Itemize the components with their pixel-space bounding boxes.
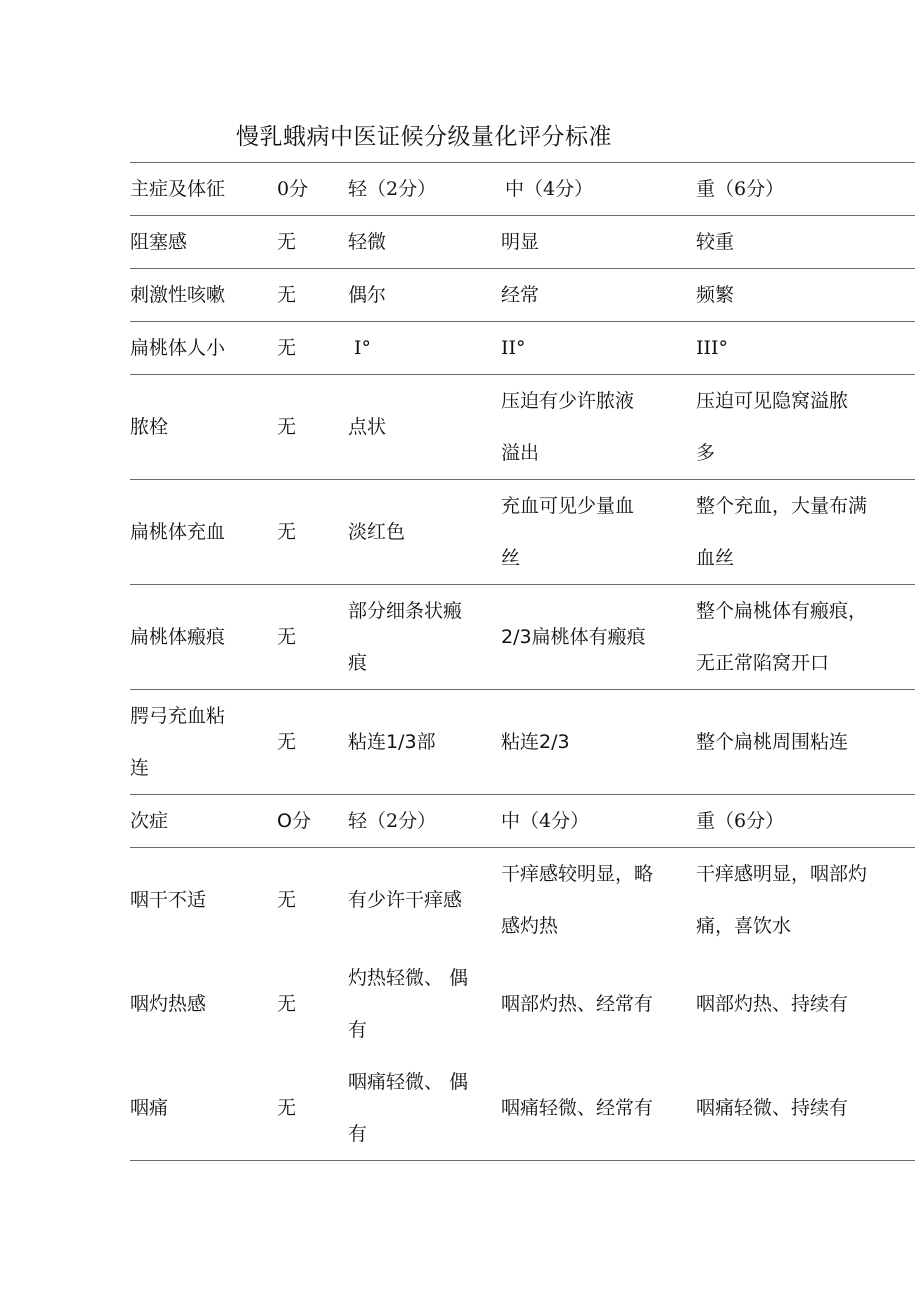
table-cell: II° (501, 337, 526, 359)
table-cell: 2/3扁桃体有瘢痕 (501, 626, 646, 648)
table-cell: 充血可见少量血 丝 (501, 495, 635, 569)
table-cell: 扁桃体人小 (130, 337, 226, 359)
table-row (130, 321, 915, 374)
table-cell: 整个充血，大量布满 血丝 (696, 495, 868, 569)
table-cell: 压迫有少许脓液 溢出 (501, 390, 635, 464)
scoring-table (130, 162, 915, 1161)
table-cell: 无 (277, 416, 297, 438)
table-cell: 无 (277, 1097, 297, 1119)
table-cell: 无 (277, 889, 297, 911)
header-cell: O分 (277, 810, 311, 832)
table-cell: I° (354, 337, 372, 359)
table-cell: 无 (277, 284, 297, 306)
header-cell: 重（6分） (696, 178, 785, 200)
table-cell: 点状 (348, 416, 387, 438)
table-cell: 粘连2/3 (501, 731, 570, 753)
table-cell: 咽部灼热、持续有 (696, 993, 849, 1015)
header-cell: 轻（2分） (348, 178, 437, 200)
secondary-header-row (130, 794, 915, 847)
table-row (130, 584, 915, 689)
table-cell: 无 (277, 731, 297, 753)
header-cell: 0分 (277, 178, 309, 200)
table-cell: 咽痛轻微、经常有 (501, 1097, 654, 1119)
table-cell: 咽干不适 (130, 889, 207, 911)
page-title: 慢乳蛾病中医证候分级量化评分标准 (236, 124, 612, 150)
table-cell: 明显 (501, 231, 540, 253)
table-cell: 咽部灼热、经常有 (501, 993, 654, 1015)
table-row (130, 215, 915, 268)
table-row (130, 952, 915, 1056)
table-cell: 有少许干痒感 (348, 889, 463, 911)
table-cell: 部分细条状瘢 痕 (348, 600, 463, 674)
header-cell: 中（4分） (501, 810, 590, 832)
header-cell: 重（6分） (696, 810, 785, 832)
table-cell: 扁桃体瘢痕 (130, 626, 226, 648)
table-cell: 扁桃体充血 (130, 521, 226, 543)
table-cell: 腭弓充血粘 连 (130, 705, 226, 779)
table-cell: 脓栓 (130, 416, 169, 438)
table-cell: 咽灼热感 (130, 993, 207, 1015)
table-header-row (130, 162, 915, 215)
header-cell: 主症及体征 (130, 178, 226, 200)
table-row (130, 374, 915, 479)
table-cell: 整个扁桃周围粘连 (696, 731, 849, 753)
table-row (130, 268, 915, 321)
table-cell: 无 (277, 626, 297, 648)
table-cell: 刺激性咳嗽 (130, 284, 226, 306)
table-cell: 咽痛 (130, 1097, 169, 1119)
table-cell: III° (696, 337, 729, 359)
header-cell: 中（4分） (505, 178, 594, 200)
table-cell: 无 (277, 521, 297, 543)
header-cell: 轻（2分） (348, 810, 437, 832)
table-row (130, 689, 915, 794)
header-cell: 次症 (130, 810, 169, 832)
table-cell: 灼热轻微、 偶 有 (348, 967, 469, 1041)
table-cell: 咽痛轻微、持续有 (696, 1097, 849, 1119)
table-cell: 较重 (696, 231, 735, 253)
table-cell: 整个扁桃体有瘢痕， 无正常陷窝开口 (696, 600, 868, 674)
table-cell: 干痒感较明显，略 感灼热 (501, 863, 654, 937)
table-cell: 无 (277, 231, 297, 253)
table-cell: 阻塞感 (130, 231, 188, 253)
table-cell: 频繁 (696, 284, 735, 306)
table-cell: 粘连1/3部 (348, 731, 436, 753)
table-row (130, 479, 915, 584)
table-cell: 偶尔 (348, 284, 387, 306)
table-cell: 压迫可见隐窝溢脓 多 (696, 390, 849, 464)
table-cell: 淡红色 (348, 521, 406, 543)
table-row (130, 1056, 915, 1161)
table-cell: 无 (277, 337, 297, 359)
table-cell: 轻微 (348, 231, 387, 253)
table-cell: 无 (277, 993, 297, 1015)
table-cell: 干痒感明显，咽部灼 痛，喜饮水 (696, 863, 868, 937)
table-row (130, 847, 915, 952)
table-cell: 经常 (501, 284, 540, 306)
table-cell: 咽痛轻微、 偶 有 (348, 1071, 469, 1145)
